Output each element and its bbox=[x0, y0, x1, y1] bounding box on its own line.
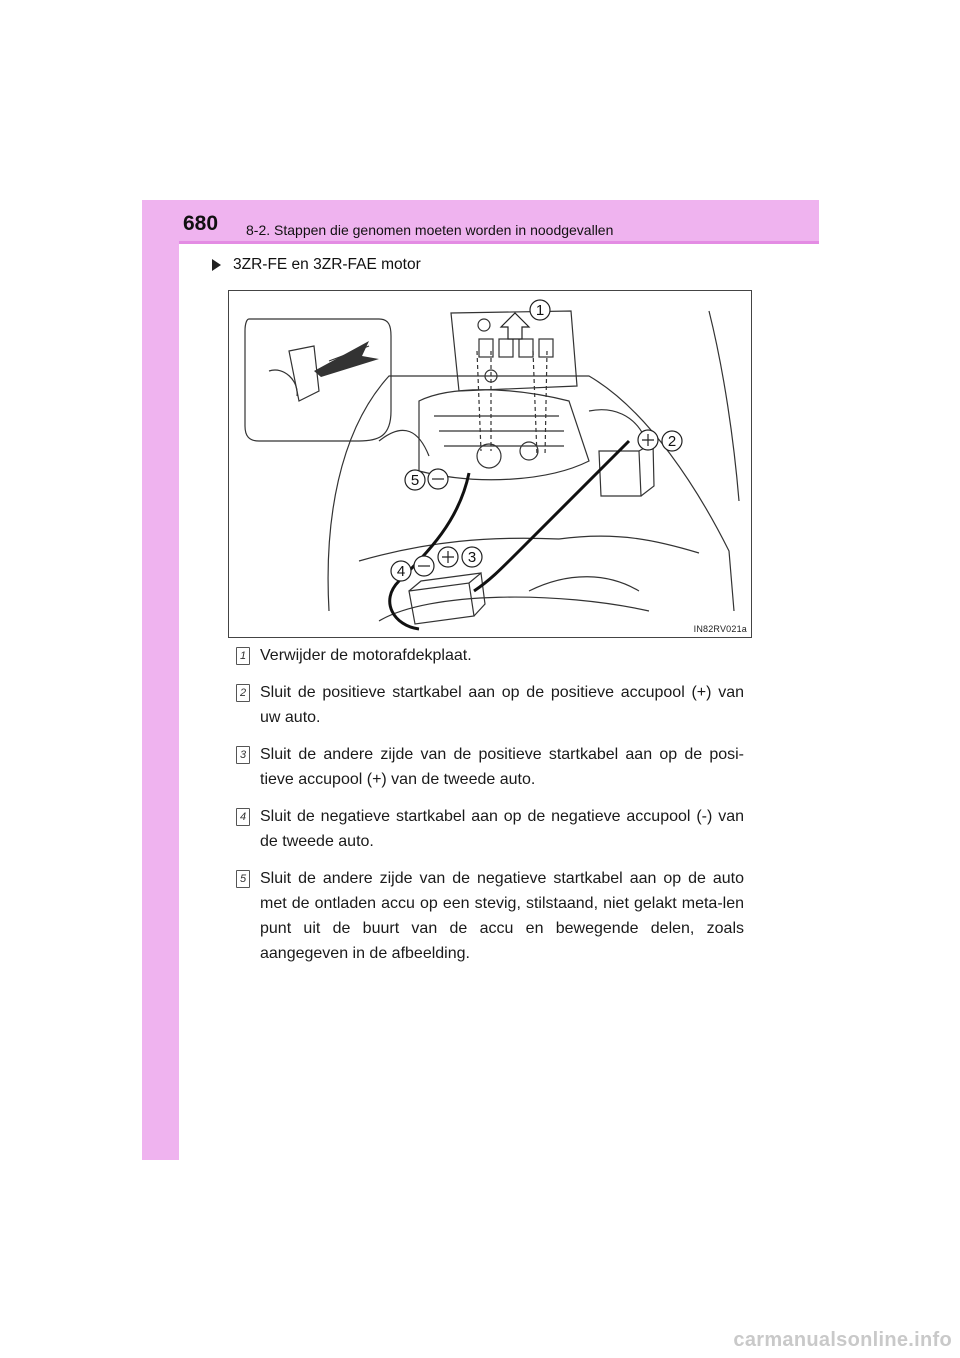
engine-bay-illustration bbox=[228, 290, 752, 638]
step-number: 1 bbox=[236, 647, 250, 665]
triangle-right-icon bbox=[212, 259, 221, 271]
callout-3: 3 bbox=[467, 549, 477, 566]
step-item bbox=[236, 866, 744, 966]
engine-bay-drawing bbox=[229, 291, 751, 637]
step-number: 5 bbox=[236, 870, 250, 888]
callout-1: 1 bbox=[535, 302, 545, 319]
step-list bbox=[236, 643, 744, 978]
section-heading bbox=[212, 256, 421, 274]
side-tab bbox=[142, 200, 179, 1160]
chapter-title: 8-2. Stappen die genomen moeten worden in noodgevallen bbox=[246, 222, 614, 238]
callout-2: 2 bbox=[667, 433, 677, 450]
step-item bbox=[236, 804, 744, 854]
section-heading-text: 3ZR-FE en 3ZR-FAE motor bbox=[233, 256, 421, 273]
figure-code: IN82RV021a bbox=[693, 624, 747, 634]
step-number: 3 bbox=[236, 746, 250, 764]
step-item bbox=[236, 680, 744, 730]
watermark: carmanualsonline.info bbox=[733, 1329, 952, 1351]
step-text: Sluit de positieve startkabel aan op de positieve accupool (+) van uw auto. bbox=[260, 684, 744, 726]
step-number: 4 bbox=[236, 808, 250, 826]
step-text: Sluit de andere zijde van de positieve startkabel aan op de posi-tieve accupool (+) van de tweede auto. bbox=[260, 746, 744, 788]
step-text: Verwijder de motorafdekplaat. bbox=[260, 647, 472, 664]
step-item bbox=[236, 742, 744, 792]
callout-5: 5 bbox=[410, 472, 420, 489]
step-item bbox=[236, 643, 744, 668]
page-number: 680 bbox=[183, 212, 219, 235]
step-number: 2 bbox=[236, 684, 250, 702]
callout-4: 4 bbox=[396, 563, 406, 580]
step-text: Sluit de negatieve startkabel aan op de negatieve accupool (-) van de tweede auto. bbox=[260, 808, 744, 850]
step-text: Sluit de andere zijde van de negatieve startkabel aan op de auto met de ontladen accu op een stevig, stilstaand, niet gelakt meta-len punt uit de buurt van de accu en bewegende delen, zoals aangegeven in de afbeelding. bbox=[260, 870, 744, 962]
